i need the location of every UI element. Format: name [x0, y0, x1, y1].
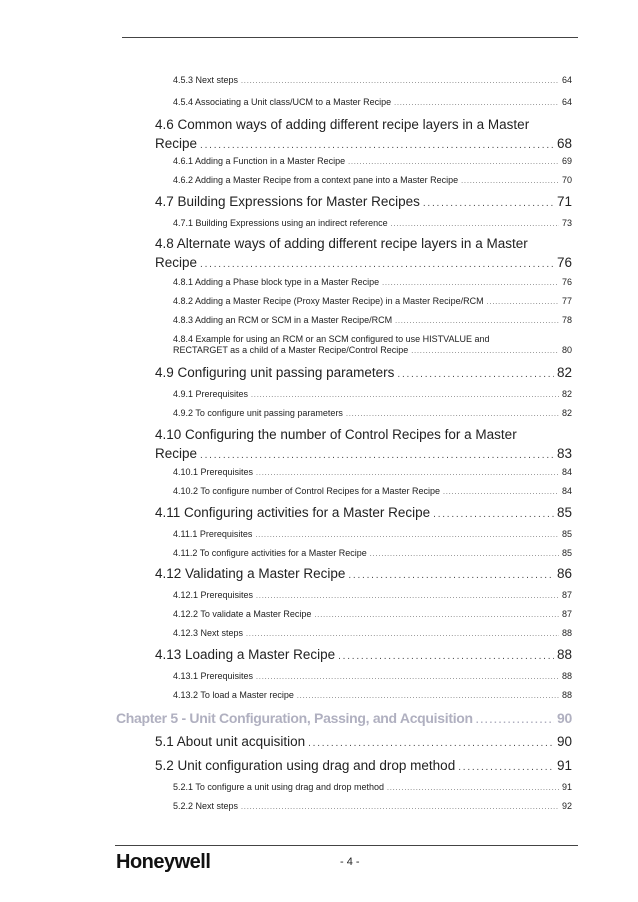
toc-entry-page: 68 [556, 136, 572, 151]
toc-entry-page: 82 [561, 389, 572, 399]
toc-entry-page: 69 [561, 156, 572, 166]
toc-entry-title: 4.6.2 Adding a Master Recipe from a context pane into a Master Recipe [173, 175, 459, 185]
toc-entry-page: 77 [561, 296, 572, 306]
toc-leader-dots [338, 651, 554, 662]
toc-leader-dots [411, 346, 559, 357]
toc-entry-title-line2: Recipe [155, 446, 198, 461]
toc-entry-page: 71 [556, 194, 572, 209]
toc-entry-title: 4.8.1 Adding a Phase block type in a Master Recipe [173, 277, 380, 287]
toc-leader-dots [370, 551, 559, 558]
toc-leader-dots [200, 136, 554, 155]
header-rule [122, 37, 578, 38]
toc-entry-4-9[interactable] [155, 365, 572, 380]
toc-entry-4-13[interactable] [155, 647, 572, 662]
toc-entry-page: 91 [561, 782, 572, 792]
toc-entry-page: 84 [561, 486, 572, 496]
toc-entry-title-line2: Recipe [155, 136, 198, 151]
toc-leader-dots [395, 318, 559, 325]
toc-entry-title: 5.1 About unit acquisition [155, 734, 306, 749]
toc-entry-title: 4.13.1 Prerequisites [173, 671, 254, 681]
toc-leader-dots [423, 198, 554, 209]
toc-leader-dots [461, 178, 559, 185]
toc-entry-page: 92 [561, 801, 572, 811]
toc-entry-page: 80 [561, 345, 572, 355]
toc-entry-title: 4.7.1 Building Expressions using an indirect reference [173, 218, 388, 228]
toc-entry-title-line1: 4.10 Configuring the number of Control Recipes for a Master [155, 427, 517, 442]
toc-leader-dots [255, 532, 559, 539]
toc-leader-dots [391, 221, 559, 228]
toc-entry-page: 88 [556, 647, 572, 662]
toc-entry-title: 4.8.2 Adding a Master Recipe (Proxy Master Recipe) in a Master Recipe/RCM [173, 296, 484, 306]
toc-entry-4-7-1[interactable] [173, 218, 572, 228]
toc-entry-page: 85 [556, 505, 572, 520]
toc-entry-title: 4.5.4 Associating a Unit class/UCM to a Master Recipe [173, 97, 392, 107]
toc-entry-page: 88 [561, 628, 572, 638]
toc-entry-page: 91 [556, 758, 572, 773]
toc-leader-dots [443, 489, 559, 496]
toc-entry-4-10[interactable] [155, 425, 572, 465]
toc-leader-dots [458, 762, 554, 773]
toc-entry-page: 76 [556, 255, 572, 270]
toc-entry-title-line1: 4.8 Alternate ways of adding different recipe layers in a Master [155, 236, 528, 251]
toc-entry-title: 4.6.1 Adding a Function in a Master Recipe [173, 156, 346, 166]
toc-entry-page: 64 [561, 97, 572, 107]
toc-entry-title: 4.11.2 To configure activities for a Master Recipe [173, 548, 367, 558]
toc-entry-title-line2: RECTARGET as a child of a Master Recipe/Control Recipe [173, 345, 409, 355]
toc-entry-title: 5.2.1 To configure a unit using drag and drop method [173, 782, 384, 792]
toc-leader-dots [394, 100, 559, 107]
toc-entry-title-line2: Recipe [155, 255, 198, 270]
toc-entry-4-13-1[interactable] [173, 671, 572, 681]
toc-leader-dots [346, 411, 559, 418]
toc-entry-title: 4.9 Configuring unit passing parameters [155, 365, 395, 380]
toc-entry-title: 4.13 Loading a Master Recipe [155, 647, 336, 662]
toc-entry-page: 88 [561, 671, 572, 681]
toc-entry-4-12-2[interactable] [173, 609, 572, 619]
toc-leader-dots [256, 593, 559, 600]
toc-entry-chapter-5[interactable] [116, 710, 572, 726]
toc-entry-4-6-2[interactable] [173, 175, 572, 185]
toc-leader-dots [476, 715, 554, 726]
toc-entry-title: 4.12.1 Prerequisites [173, 590, 254, 600]
toc-entry-page: 78 [561, 315, 572, 325]
toc-leader-dots [433, 509, 554, 520]
toc-entry-title: 4.10.2 To configure number of Control Recipes for a Master Recipe [173, 486, 440, 496]
toc-entry-5-1[interactable] [155, 734, 572, 749]
toc-entry-4-5-4[interactable] [173, 97, 572, 107]
toc-entry-title: 4.9.1 Prerequisites [173, 389, 249, 399]
toc-entry-title-line1: 4.6 Common ways of adding different recipe layers in a Master [155, 117, 530, 132]
toc-entry-4-10-2[interactable] [173, 486, 572, 496]
toc-entry-4-7[interactable] [155, 194, 572, 209]
toc-entry-title: 5.2 Unit configuration using drag and drop method [155, 758, 456, 773]
toc-leader-dots [256, 674, 559, 681]
toc-entry-5-2-2[interactable] [173, 801, 572, 811]
toc-entry-4-11[interactable] [155, 505, 572, 520]
toc-entry-4-8-3[interactable] [173, 315, 572, 325]
toc-entry-4-9-1[interactable] [173, 389, 572, 399]
toc-leader-dots [387, 785, 559, 792]
toc-entry-page: 87 [561, 590, 572, 600]
toc-leader-dots [251, 392, 559, 399]
toc-entry-title: 4.5.3 Next steps [173, 75, 239, 85]
toc-entry-title: 4.9.2 To configure unit passing parameters [173, 408, 343, 418]
toc-leader-dots [487, 299, 559, 306]
toc-leader-dots [348, 159, 559, 166]
toc-entry-page: 87 [561, 609, 572, 619]
toc-entry-page: 73 [561, 218, 572, 228]
toc-leader-dots [246, 631, 559, 638]
toc-leader-dots [397, 369, 554, 380]
toc-entry-4-5-3[interactable] [173, 75, 572, 85]
toc-leader-dots [200, 446, 554, 465]
toc-entry-4-6-1[interactable] [173, 156, 572, 166]
toc-entry-title: 4.13.2 To load a Master recipe [173, 690, 294, 700]
footer-rule [115, 845, 578, 846]
toc-entry-4-11-1[interactable] [173, 529, 572, 539]
toc-entry-5-2-1[interactable] [173, 782, 572, 792]
toc-entry-title: 4.8.3 Adding an RCM or SCM in a Master Recipe/RCM [173, 315, 393, 325]
toc-entry-page: 90 [556, 734, 572, 749]
toc-leader-dots [314, 612, 559, 619]
toc-entry-title: Chapter 5 - Unit Configuration, Passing, and Acquisition [116, 710, 473, 726]
toc-leader-dots [308, 738, 554, 749]
toc-entry-4-8-4[interactable] [173, 334, 572, 357]
toc-entry-title-line1: 4.8.4 Example for using an RCM or an SCM configured to use HISTVALUE and [173, 334, 490, 344]
toc-entry-4-12-3[interactable] [173, 628, 572, 638]
toc-entry-page: 90 [557, 710, 572, 726]
toc-entry-4-11-2[interactable] [173, 548, 572, 558]
toc-entry-title: 4.11 Configuring activities for a Master Recipe [155, 505, 431, 520]
toc-entry-4-6[interactable] [155, 115, 572, 155]
toc-entry-page: 84 [561, 467, 572, 477]
toc-entry-4-13-2[interactable] [173, 690, 572, 700]
toc-entry-4-8[interactable] [155, 234, 572, 274]
page-number: - 4 - [340, 856, 360, 868]
toc-leader-dots [200, 255, 554, 274]
toc-entry-4-12-1[interactable] [173, 590, 572, 600]
toc-entry-title: 4.12.2 To validate a Master Recipe [173, 609, 312, 619]
toc-entry-4-8-1[interactable] [173, 277, 572, 287]
toc-leader-dots [241, 78, 559, 85]
toc-entry-4-12[interactable] [155, 566, 572, 581]
toc-entry-4-10-1[interactable] [173, 467, 572, 477]
toc-entry-page: 82 [556, 365, 572, 380]
toc-entry-title: 4.11.1 Prerequisites [173, 529, 253, 539]
toc-entry-page: 70 [561, 175, 572, 185]
toc-entry-4-9-2[interactable] [173, 408, 572, 418]
toc-entry-page: 64 [561, 75, 572, 85]
toc-entry-title: 4.12.3 Next steps [173, 628, 244, 638]
toc-entry-title: 4.10.1 Prerequisites [173, 467, 254, 477]
toc-entry-5-2[interactable] [155, 758, 572, 773]
toc-leader-dots [297, 693, 559, 700]
toc-entry-page: 83 [556, 446, 572, 461]
toc-entry-page: 82 [561, 408, 572, 418]
toc-entry-page: 88 [561, 690, 572, 700]
toc-leader-dots [241, 804, 559, 811]
toc-entry-title: 4.12 Validating a Master Recipe [155, 566, 346, 581]
toc-entry-page: 85 [561, 548, 572, 558]
toc-entry-title: 5.2.2 Next steps [173, 801, 239, 811]
toc-leader-dots [256, 470, 559, 477]
toc-entry-page: 86 [556, 566, 572, 581]
honeywell-logo: Honeywell [116, 851, 211, 873]
toc-leader-dots [348, 570, 554, 581]
toc-entry-title: 4.7 Building Expressions for Master Recipes [155, 194, 420, 209]
toc-entry-page: 76 [561, 277, 572, 287]
toc-entry-page: 85 [561, 529, 572, 539]
toc-leader-dots [382, 280, 559, 287]
toc-entry-4-8-2[interactable] [173, 296, 572, 306]
